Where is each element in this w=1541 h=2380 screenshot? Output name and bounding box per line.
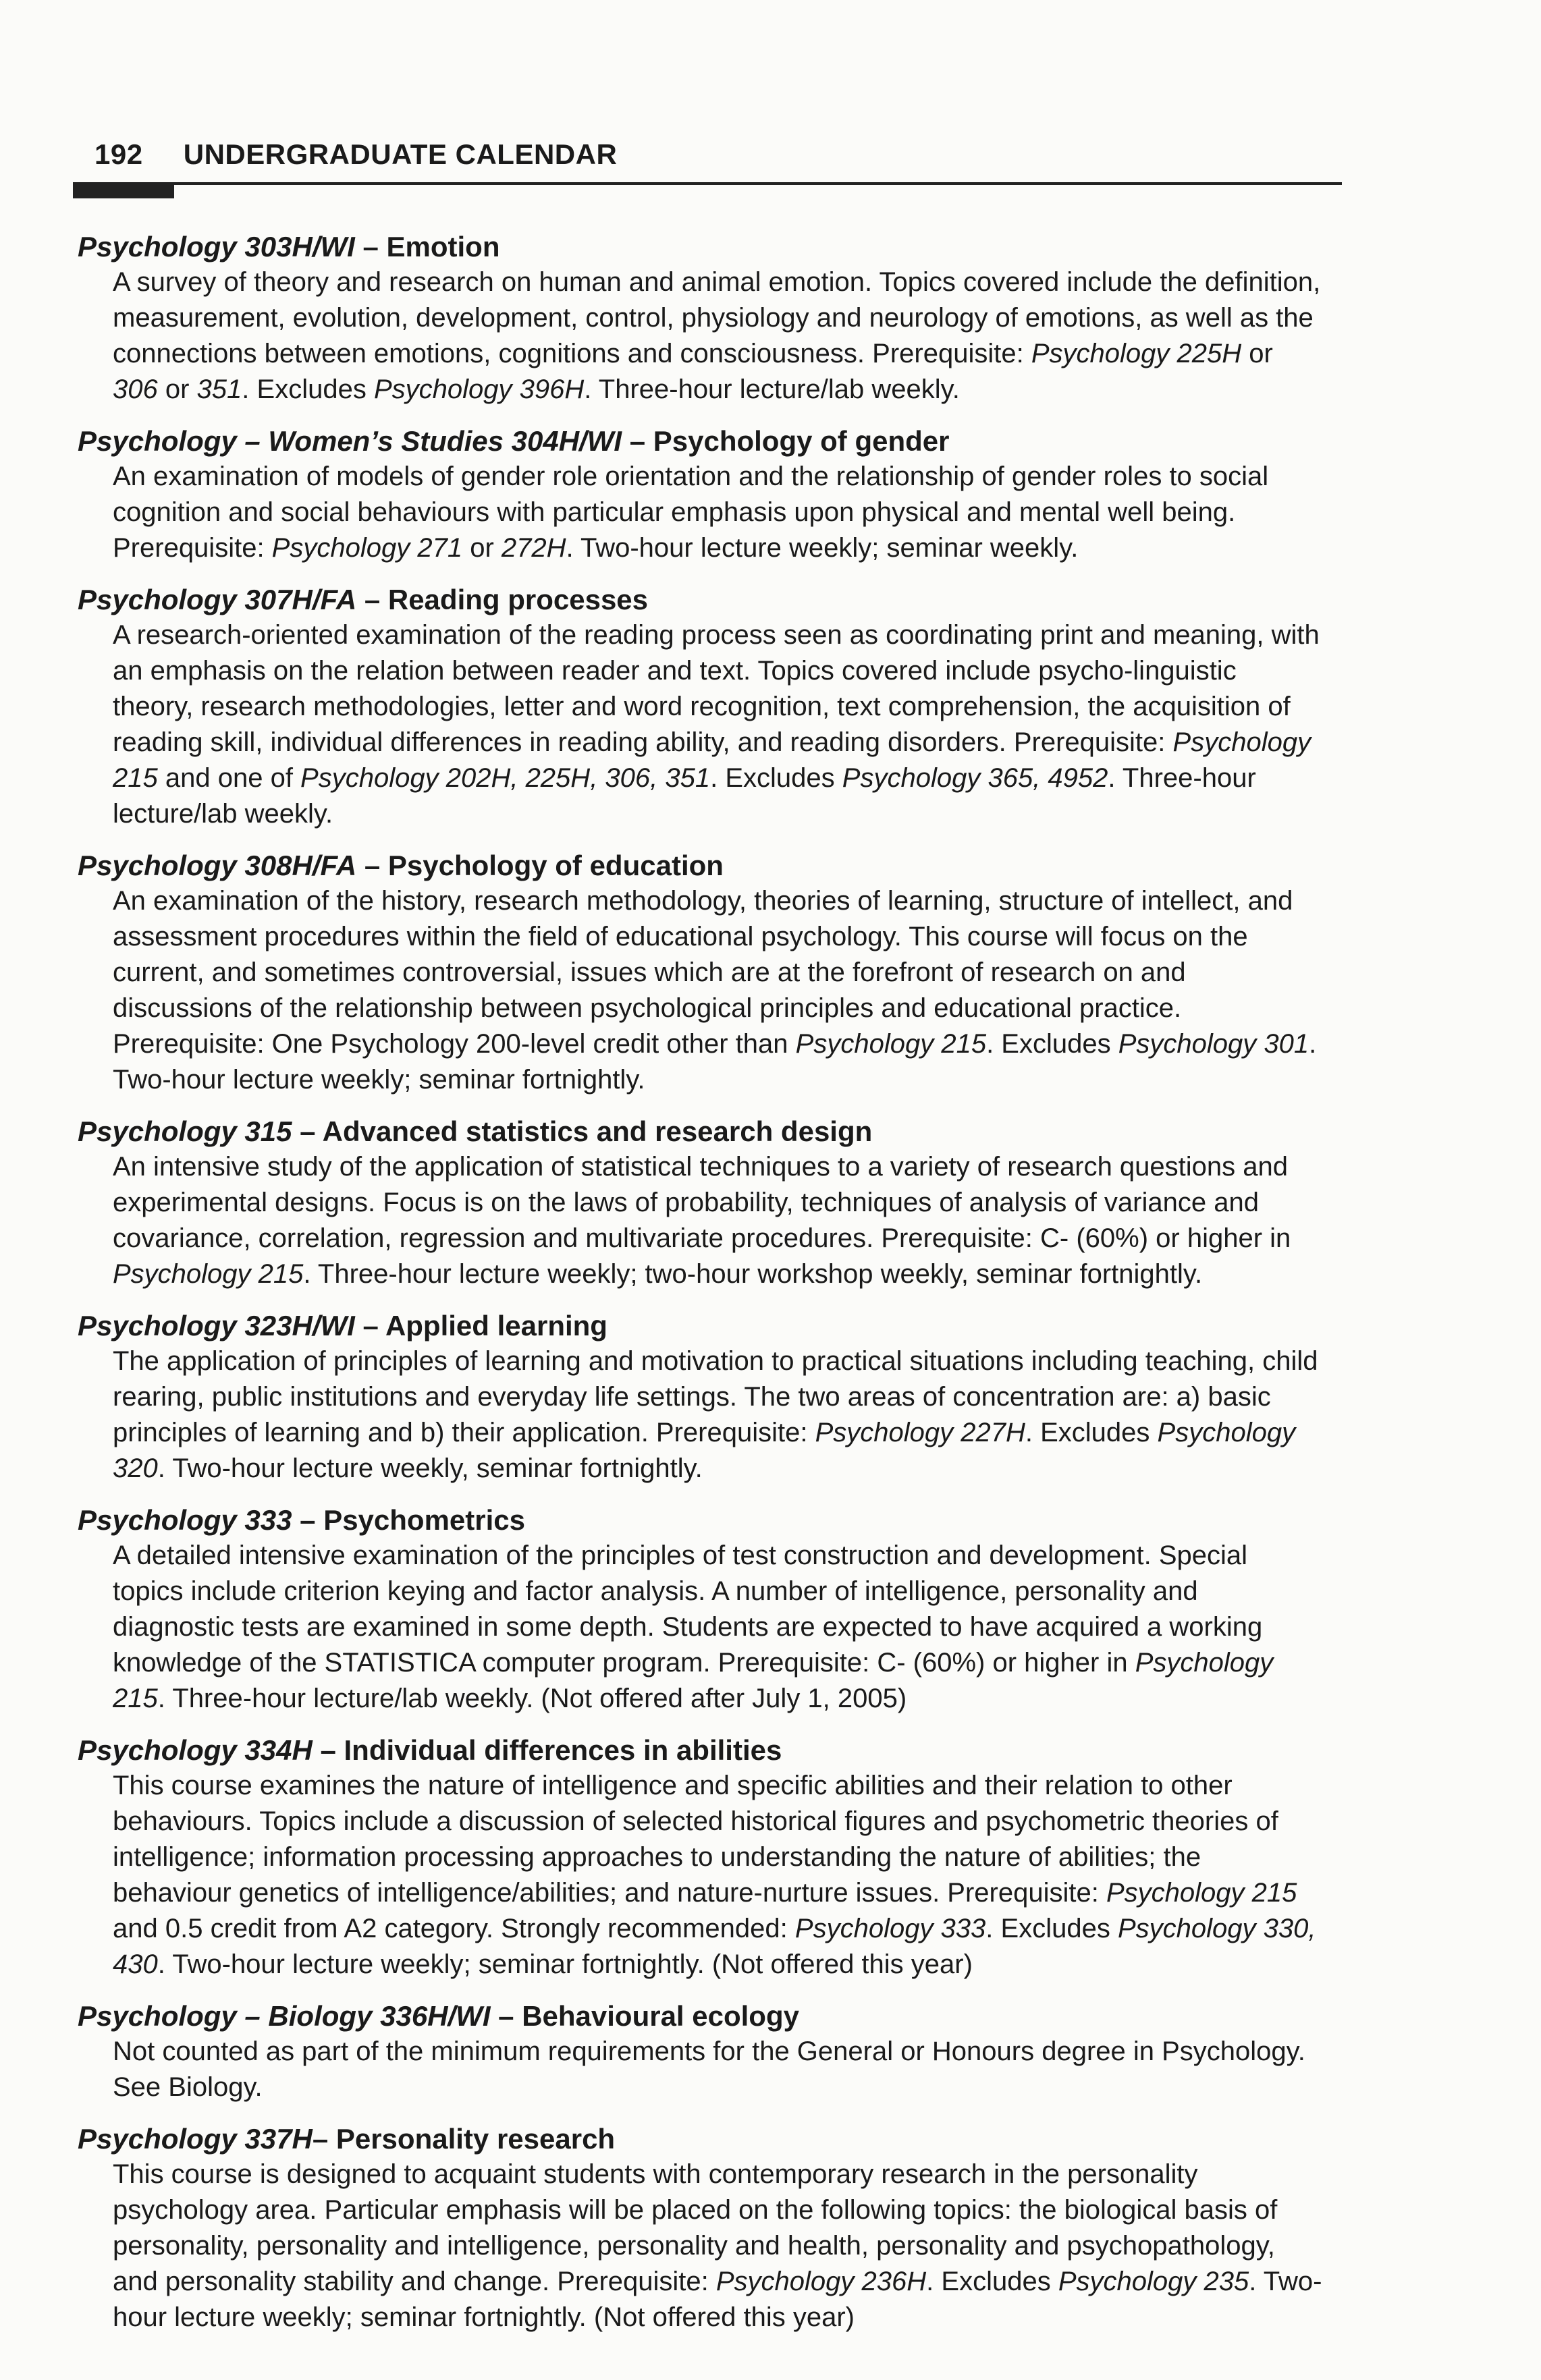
course-reference: Psychology 227H: [815, 1418, 1025, 1447]
course-name: Psychology of education: [387, 850, 724, 881]
course-code: Psychology 315: [78, 1115, 292, 1147]
course-title: [78, 424, 1347, 459]
course-title: [78, 848, 1347, 883]
description-text: This course examines the nature of intelligence and specific abilities and their relation to other behaviours. Topics include a discussion of selected historical figures and psychometric theories of intelligence; information processing approaches to understanding the nature of abilities; the behaviour genetics of intelligence/abilities; and nature-nurture issues. Prerequisite:: [113, 1771, 1278, 1908]
course-reference: Psychology 235: [1058, 2267, 1249, 2296]
page-header: [94, 138, 617, 171]
course-reference: Psychology 215: [1106, 1878, 1297, 1908]
description-text: . Three-hour lecture/lab weekly.: [113, 763, 1256, 829]
course-description: [113, 1149, 1324, 1292]
description-text: . Three-hour lecture weekly; two-hour workshop weekly, seminar fortnightly.: [303, 1259, 1203, 1289]
description-text: . Two-hour lecture weekly, seminar fortnightly.: [157, 1454, 703, 1483]
course-name: Personality research: [335, 2123, 616, 2155]
course-reference: 272H: [501, 533, 566, 563]
course-description: [113, 1538, 1324, 1717]
description-text: . Two-hour lecture weekly; seminar fortnightly. (Not offered this year): [157, 1949, 973, 1979]
description-text: . Two-hour lecture weekly; seminar fortnightly. (Not offered this year): [113, 2267, 1322, 2332]
course-title-separator: –: [312, 1734, 344, 1766]
course-title-separator: –: [490, 2000, 522, 2032]
course-entry: [78, 2122, 1347, 2335]
course-reference: Psychology 202H, 225H, 306, 351: [300, 763, 711, 793]
course-description: [113, 265, 1324, 408]
course-code: Psychology 307H/FA: [78, 584, 357, 615]
course-code: Psychology 303H/WI: [78, 231, 355, 262]
course-code: Psychology 323H/WI: [78, 1310, 355, 1341]
course-name: Psychometrics: [323, 1504, 526, 1536]
course-title: [78, 1733, 1347, 1768]
description-text: or: [157, 375, 197, 404]
description-text: . Excludes: [926, 2267, 1058, 2296]
course-reference: Psychology 215: [113, 1259, 304, 1289]
course-reference: 351: [196, 375, 242, 404]
course-name: Behavioural ecology: [522, 2000, 799, 2032]
course-name: Reading processes: [387, 584, 649, 615]
description-text: The application of principles of learning and motivation to practical situations including teaching, child rearing, public institutions and everyday life settings. The two areas of concentration are: a) basic principles of learning and b) their application. Prerequisite:: [113, 1346, 1318, 1447]
description-text: . Two-hour lecture weekly; seminar weekly.: [566, 533, 1079, 563]
course-description: [113, 617, 1324, 832]
description-text: . Excludes: [986, 1029, 1118, 1059]
description-text: A detailed intensive examination of the principles of test construction and development. Special topics include criterion keying and factor analysis. A number of intelligence, personality and diagnostic tests are examined in some depth. Students are expected to have acquired a working knowledge of the STATISTICA computer program. Prerequisite: C- (60%) or higher in: [113, 1541, 1263, 1678]
course-title-separator: –: [292, 1115, 323, 1147]
page-number: 192: [94, 138, 143, 170]
course-list: [78, 229, 1347, 2352]
course-reference: Psychology 236H: [715, 2267, 927, 2296]
course-entry: [78, 1308, 1347, 1487]
description-text: or: [1241, 339, 1273, 368]
course-title: [78, 582, 1347, 617]
course-reference: Psychology 333: [794, 1914, 986, 1943]
course-title-separator: –: [356, 584, 388, 615]
course-entry: [78, 582, 1347, 832]
course-title: [78, 229, 1347, 265]
course-reference: Psychology 301: [1118, 1029, 1309, 1059]
description-text: An intensive study of the application of statistical techniques to a variety of research questions and experimental designs. Focus is on the laws of probability, techniques of analysis of variance and covariance, correlation, regression and multivariate procedures. Prerequisite: C- (60%) or higher in: [113, 1152, 1291, 1253]
course-title-separator: –: [354, 231, 387, 262]
course-description: [113, 1768, 1324, 1983]
course-reference: 306: [113, 375, 158, 404]
description-text: A survey of theory and research on human and animal emotion. Topics covered include the definition, measurement, evolution, development, control, physiology and neurology of emotions, as well as the connections between emotions, cognitions and consciousness. Prerequisite:: [113, 267, 1321, 368]
course-code: Psychology 333: [78, 1504, 292, 1536]
course-name: Emotion: [386, 231, 500, 262]
header-rule-block: [73, 184, 174, 198]
course-description: [113, 2034, 1324, 2105]
course-entry: [78, 1503, 1347, 1717]
description-text: A research-oriented examination of the reading process seen as coordinating print and meaning, with an emphasis on the relation between reader and text. Topics covered include psycho-linguistic theory, research methodologies, letter and word recognition, text comprehension, the acquisition of reading skill, individual differences in reading ability, and reading disorders. Prerequisite:: [113, 620, 1320, 757]
course-description: [113, 459, 1324, 566]
description-text: . Three-hour lecture/lab weekly.: [584, 375, 960, 404]
course-description: [113, 883, 1324, 1098]
description-text: . Two-hour lecture weekly; seminar fortnightly.: [113, 1029, 1317, 1095]
course-reference: Psychology 330, 430: [113, 1914, 1316, 1979]
course-name: Advanced statistics and research design: [322, 1115, 873, 1147]
description-text: or: [462, 533, 502, 563]
course-reference: Psychology 365, 4952: [842, 763, 1108, 793]
course-entry: [78, 424, 1347, 566]
description-text: An examination of models of gender role orientation and the relationship of gender roles to social cognition and social behaviours with particular emphasis upon physical and mental well being. Prerequisite:: [113, 462, 1269, 563]
course-title-separator: –: [356, 850, 388, 881]
course-title-separator: –: [292, 1504, 324, 1536]
description-text: and 0.5 credit from A2 category. Strongly recommended:: [113, 1914, 795, 1943]
course-description: [113, 2157, 1324, 2335]
description-text: . Excludes: [710, 763, 842, 793]
course-title-separator: –: [622, 425, 653, 457]
course-code: Psychology 308H/FA: [78, 850, 357, 881]
course-reference: Psychology 225H: [1031, 339, 1242, 368]
description-text: Not counted as part of the minimum requirements for the General or Honours degree in Psychology. See Biology.: [113, 2037, 1305, 2102]
description-text: . Excludes: [1025, 1418, 1158, 1447]
course-reference: Psychology 271: [271, 533, 463, 563]
description-text: . Excludes: [242, 375, 374, 404]
course-reference: Psychology 215: [795, 1029, 987, 1059]
course-title-separator: –: [354, 1310, 385, 1341]
description-text: . Excludes: [985, 1914, 1118, 1943]
header-rule: [73, 182, 1342, 185]
course-code: Psychology 334H: [78, 1734, 313, 1766]
course-name: Applied learning: [385, 1310, 607, 1341]
description-text: This course is designed to acquaint students with contemporary research in the personality psychology area. Particular emphasis will be placed on the following topics: the biological basis of personality, personality and intelligence, personality and health, personality and psychopathology, and personality stability and change. Prerequisite:: [113, 2159, 1278, 2296]
course-name: Individual differences in abilities: [344, 1734, 782, 1766]
course-code: Psychology – Women’s Studies 304H/WI: [78, 425, 622, 457]
page-header-title: UNDERGRADUATE CALENDAR: [183, 138, 618, 170]
course-reference: Psychology 320: [113, 1418, 1296, 1483]
course-entry: [78, 229, 1347, 408]
description-text: and one of: [157, 763, 301, 793]
course-entry: [78, 1114, 1347, 1292]
course-entry: [78, 1733, 1347, 1983]
course-reference: Psychology 215: [113, 727, 1312, 793]
course-title-separator: –: [312, 2123, 336, 2155]
course-description: [113, 1344, 1324, 1487]
course-code: Psychology 337H: [78, 2123, 313, 2155]
course-title: [78, 1308, 1347, 1344]
course-reference: Psychology 215: [113, 1648, 1274, 1713]
course-title: [78, 1114, 1347, 1149]
description-text: . Three-hour lecture/lab weekly. (Not offered after July 1, 2005): [157, 1684, 907, 1713]
course-title: [78, 1503, 1347, 1538]
course-name: Psychology of gender: [653, 425, 950, 457]
course-entry: [78, 848, 1347, 1098]
course-title: [78, 1999, 1347, 2034]
course-code: Psychology – Biology 336H/WI: [78, 2000, 491, 2032]
course-reference: Psychology 396H: [373, 375, 585, 404]
description-text: An examination of the history, research methodology, theories of learning, structure of intellect, and assessment procedures within the field of educational psychology. This course will focus on the current, and sometimes controversial, issues which are at the forefront of research on and discussions of the relationship between psychological principles and educational practice. Prerequisite: One Psychology 200-level credit other than: [113, 886, 1293, 1059]
course-title: [78, 2122, 1347, 2157]
course-entry: [78, 1999, 1347, 2105]
